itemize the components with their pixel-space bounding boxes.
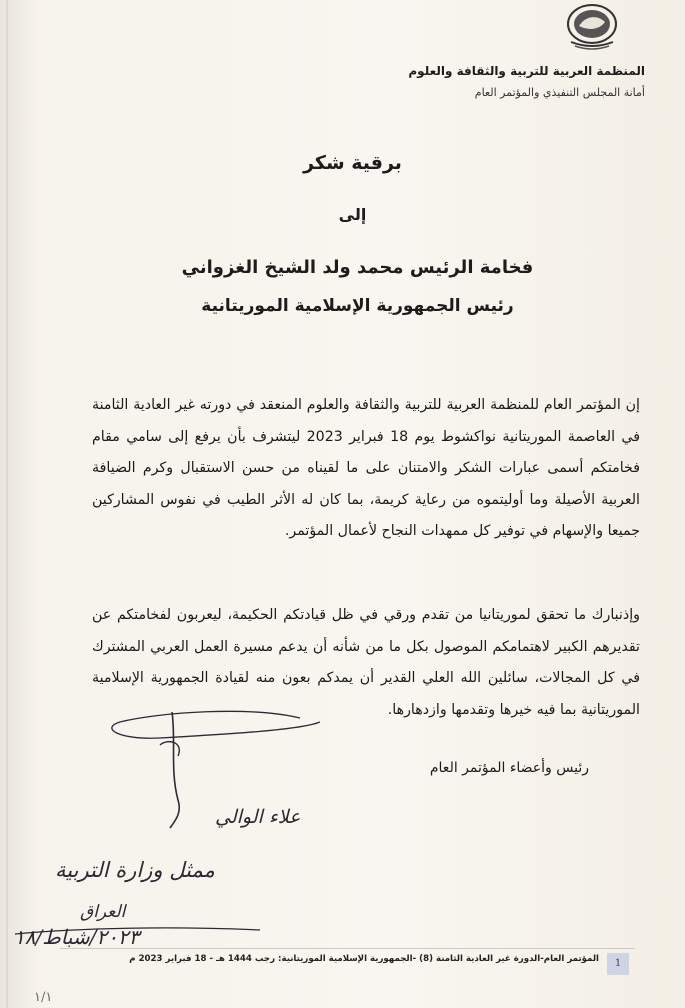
corner-page-mark: ١/١: [34, 990, 53, 1005]
organization-subtitle: أمانة المجلس التنفيذي والمؤتمر العام: [474, 86, 645, 99]
handwritten-name: علاء الوالي: [215, 806, 301, 828]
letter-paragraph-1: إن المؤتمر العام للمنظمة العربية للتربية والثقافة والعلوم المنعقد في دورته غير العادية الثامنة في العاصمة الموريتانية نواكشوط يوم 18 فبراير 2023 ليتشرف بأن يرفع إلى سامي مقام فخامتكم أسمى عبارات الشكر والامتنان على ما لقيناه من حسن الاستقبال وكرم الضيافة العربية الأصيلة وما أوليتموه من رعاية كريمة، بما كان له الأثر الطيب في نفوس المشاركين جميعا والإسهام في توفير كل ممهدات النجاح لأعمال المؤتمر.: [92, 397, 640, 539]
footer-text: المؤتمر العام-الدورة غير العادية الثامنة (8) -الجمهورية الإسلامية الموريتانية: رجب 1444 هـ - 18 فبراير 2023 م: [129, 954, 599, 964]
page-number: 1: [607, 953, 629, 975]
addressee-name: فخامة الرئيس محمد ولد الشيخ الغزواني: [181, 257, 534, 278]
handwritten-date: ٢٠٢٣/شباط/١٨: [14, 925, 140, 949]
handwritten-affiliation: ممثل وزارة التربية: [55, 858, 215, 882]
letter-to: إلى: [338, 205, 367, 224]
letter-title: برقية شكر: [303, 152, 402, 174]
handwritten-country: العراق: [80, 902, 126, 922]
alecso-logo-icon: [557, 2, 627, 52]
signature-line: رئيس وأعضاء المؤتمر العام: [429, 760, 589, 776]
letter-paragraph-2: وإذنبارك ما تحقق لموريتانيا من تقدم ورقي في ظل قيادتكم الحكيمة، ليعربون لفخامتكم عن تقديرهم الكبير لاهتمامكم الموصول بكل ما من شأنه أن يدعم مسيرة العمل العربي المشترك في كل المجالات، سائلين الله العلي القدير أن يمدكم بعون منه لقيادة الجمهورية الإسلامية الموريتانية بما فيه خيرها وتقدمها وازدهارها.: [92, 607, 640, 718]
page-footer: [60, 948, 635, 975]
addressee-title: رئيس الجمهورية الإسلامية الموريتانية: [201, 296, 514, 316]
organization-name: المنظمة العربية للتربية والثقافة والعلوم: [408, 64, 645, 78]
